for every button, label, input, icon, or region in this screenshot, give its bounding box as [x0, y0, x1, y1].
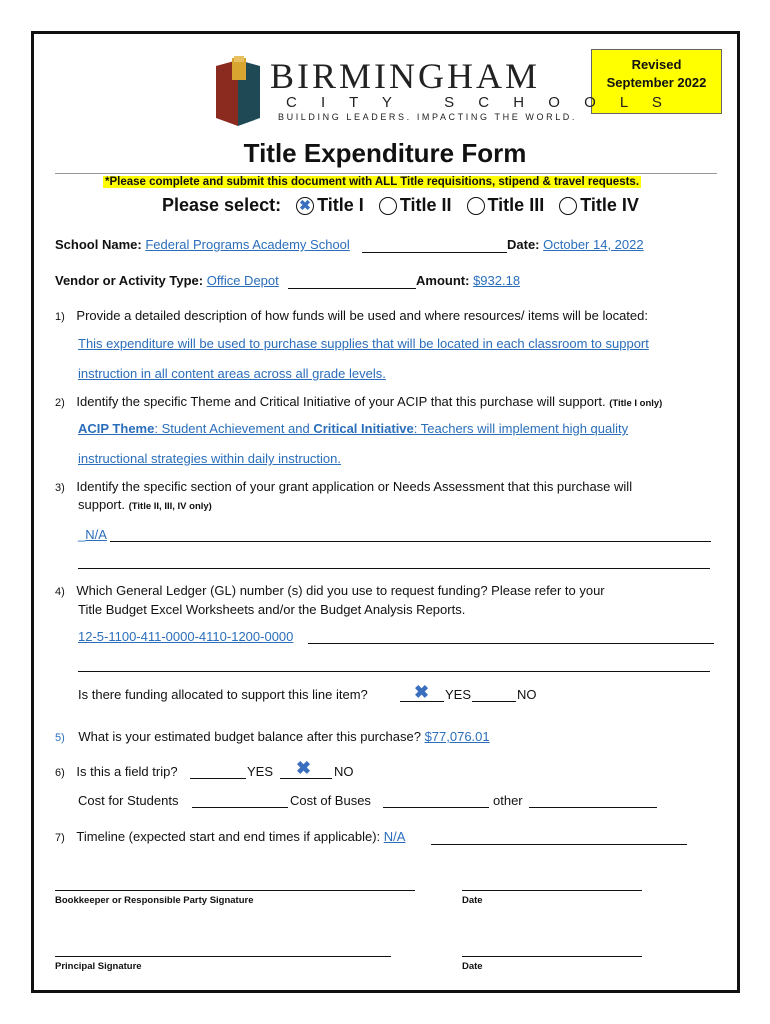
amount-row: Amount: $932.18: [416, 273, 521, 288]
bookkeeper-date-line[interactable]: [462, 890, 642, 891]
funding-question: Is there funding allocated to support this line item?: [78, 687, 368, 702]
radio-title-i[interactable]: [296, 197, 314, 215]
notice-banner: *Please complete and submit this document with ALL Title requisitions, stipend & travel requests.: [105, 176, 640, 188]
q2-question: 2) Identify the specific Theme and Critical Initiative of your ACIP that this purchase will support. (Title I only): [55, 394, 663, 409]
cost-students-field[interactable]: [192, 807, 288, 808]
q4-answer[interactable]: 12-5-1100-411-0000-4110-1200-0000: [78, 629, 294, 644]
principal-signature-line[interactable]: [55, 956, 391, 957]
q4-line1: [308, 643, 714, 644]
bookkeeper-date-label: Date: [462, 895, 483, 906]
other-field[interactable]: [529, 807, 657, 808]
q4-line2: [78, 671, 710, 672]
funding-no-line: [472, 701, 516, 702]
logo-name: BIRMINGHAM: [270, 56, 541, 96]
title-select-group: Please select: ✖ Title I Title II Title III Title IV: [162, 195, 639, 215]
x-mark-icon: ✖: [299, 197, 311, 214]
vendor-row: Vendor or Activity Type: Office Depot: [55, 273, 279, 288]
school-row: School Name: Federal Programs Academy School: [55, 237, 350, 252]
logo-tagline: BUILDING LEADERS. IMPACTING THE WORLD.: [278, 112, 577, 122]
funding-yes-label: YES: [445, 687, 472, 702]
other-label: other: [493, 793, 523, 808]
fieldtrip-no-line: [280, 778, 332, 779]
radio-title-ii[interactable]: [379, 197, 397, 215]
cost-buses-label: Cost of Buses: [290, 793, 371, 808]
q4-question-line2: Title Budget Excel Worksheets and/or the Budget Analysis Reports.: [78, 602, 466, 617]
radio-title-iii[interactable]: [467, 197, 485, 215]
school-name-value[interactable]: Federal Programs Academy School: [145, 237, 350, 252]
logo-sub: C I T Y S C H O O L S: [286, 94, 672, 111]
logo-icon: [212, 56, 264, 128]
fieldtrip-yes-line: [190, 778, 246, 779]
q7-question: 7) Timeline (expected start and end times if applicable): N/A: [55, 829, 406, 844]
revised-badge: Revised September 2022: [591, 49, 722, 114]
q7-line: [431, 844, 687, 845]
fieldtrip-yes-label: YES: [247, 764, 274, 779]
q5-question: 5) What is your estimated budget balance after this purchase? $77,076.01: [55, 729, 490, 744]
q3-question-line2: support. (Title II, III, IV only): [78, 497, 212, 512]
q3-answer[interactable]: _N/A: [78, 527, 107, 542]
school-underline: [362, 252, 507, 253]
principal-signature-label: Principal Signature: [55, 961, 142, 972]
q5-answer[interactable]: $77,076.01: [424, 729, 490, 744]
q2-answer-line1[interactable]: ACIP Theme: Student Achievement and Critical Initiative: Teachers will implement high quality: [78, 421, 629, 436]
q6-question: 6) Is this a field trip?: [55, 764, 178, 779]
q1-answer-line1[interactable]: This expenditure will be used to purchase supplies that will be located in each classroom to support: [78, 336, 649, 351]
q7-answer[interactable]: N/A: [383, 829, 406, 844]
q2-answer-line2[interactable]: instructional strategies within daily instruction.: [78, 451, 342, 466]
page-title: Title Expenditure Form: [243, 138, 527, 168]
bookkeeper-signature-line[interactable]: [55, 890, 415, 891]
radio-title-iv[interactable]: [559, 197, 577, 215]
funding-no-label: NO: [517, 687, 537, 702]
cost-students-label: Cost for Students: [78, 793, 179, 808]
q1-question: 1) Provide a detailed description of how funds will be used and where resources/ items will be located:: [55, 308, 648, 323]
amount-value[interactable]: $932.18: [473, 273, 521, 288]
cost-buses-field[interactable]: [383, 807, 489, 808]
date-row: Date: October 14, 2022: [507, 237, 644, 252]
q3-line1: [110, 541, 711, 542]
q3-line2: [78, 568, 710, 569]
date-value[interactable]: October 14, 2022: [543, 237, 644, 252]
principal-date-line[interactable]: [462, 956, 642, 957]
fieldtrip-no-label: NO: [334, 764, 354, 779]
vendor-underline: [288, 288, 416, 289]
vendor-value[interactable]: Office Depot: [206, 273, 279, 288]
title-rule: [55, 173, 717, 174]
bookkeeper-signature-label: Bookkeeper or Responsible Party Signature: [55, 895, 254, 906]
q1-answer-line2[interactable]: instruction in all content areas across all grade levels.: [78, 366, 386, 381]
x-mark-icon[interactable]: ✖: [296, 758, 312, 778]
x-mark-icon[interactable]: ✖: [414, 682, 430, 702]
select-label: Please select:: [162, 195, 282, 215]
principal-date-label: Date: [462, 961, 483, 972]
q3-question: 3) Identify the specific section of your grant application or Needs Assessment that this purchase will: [55, 479, 633, 494]
q4-question: 4) Which General Ledger (GL) number (s) did you use to request funding? Please refer to your: [55, 583, 605, 598]
